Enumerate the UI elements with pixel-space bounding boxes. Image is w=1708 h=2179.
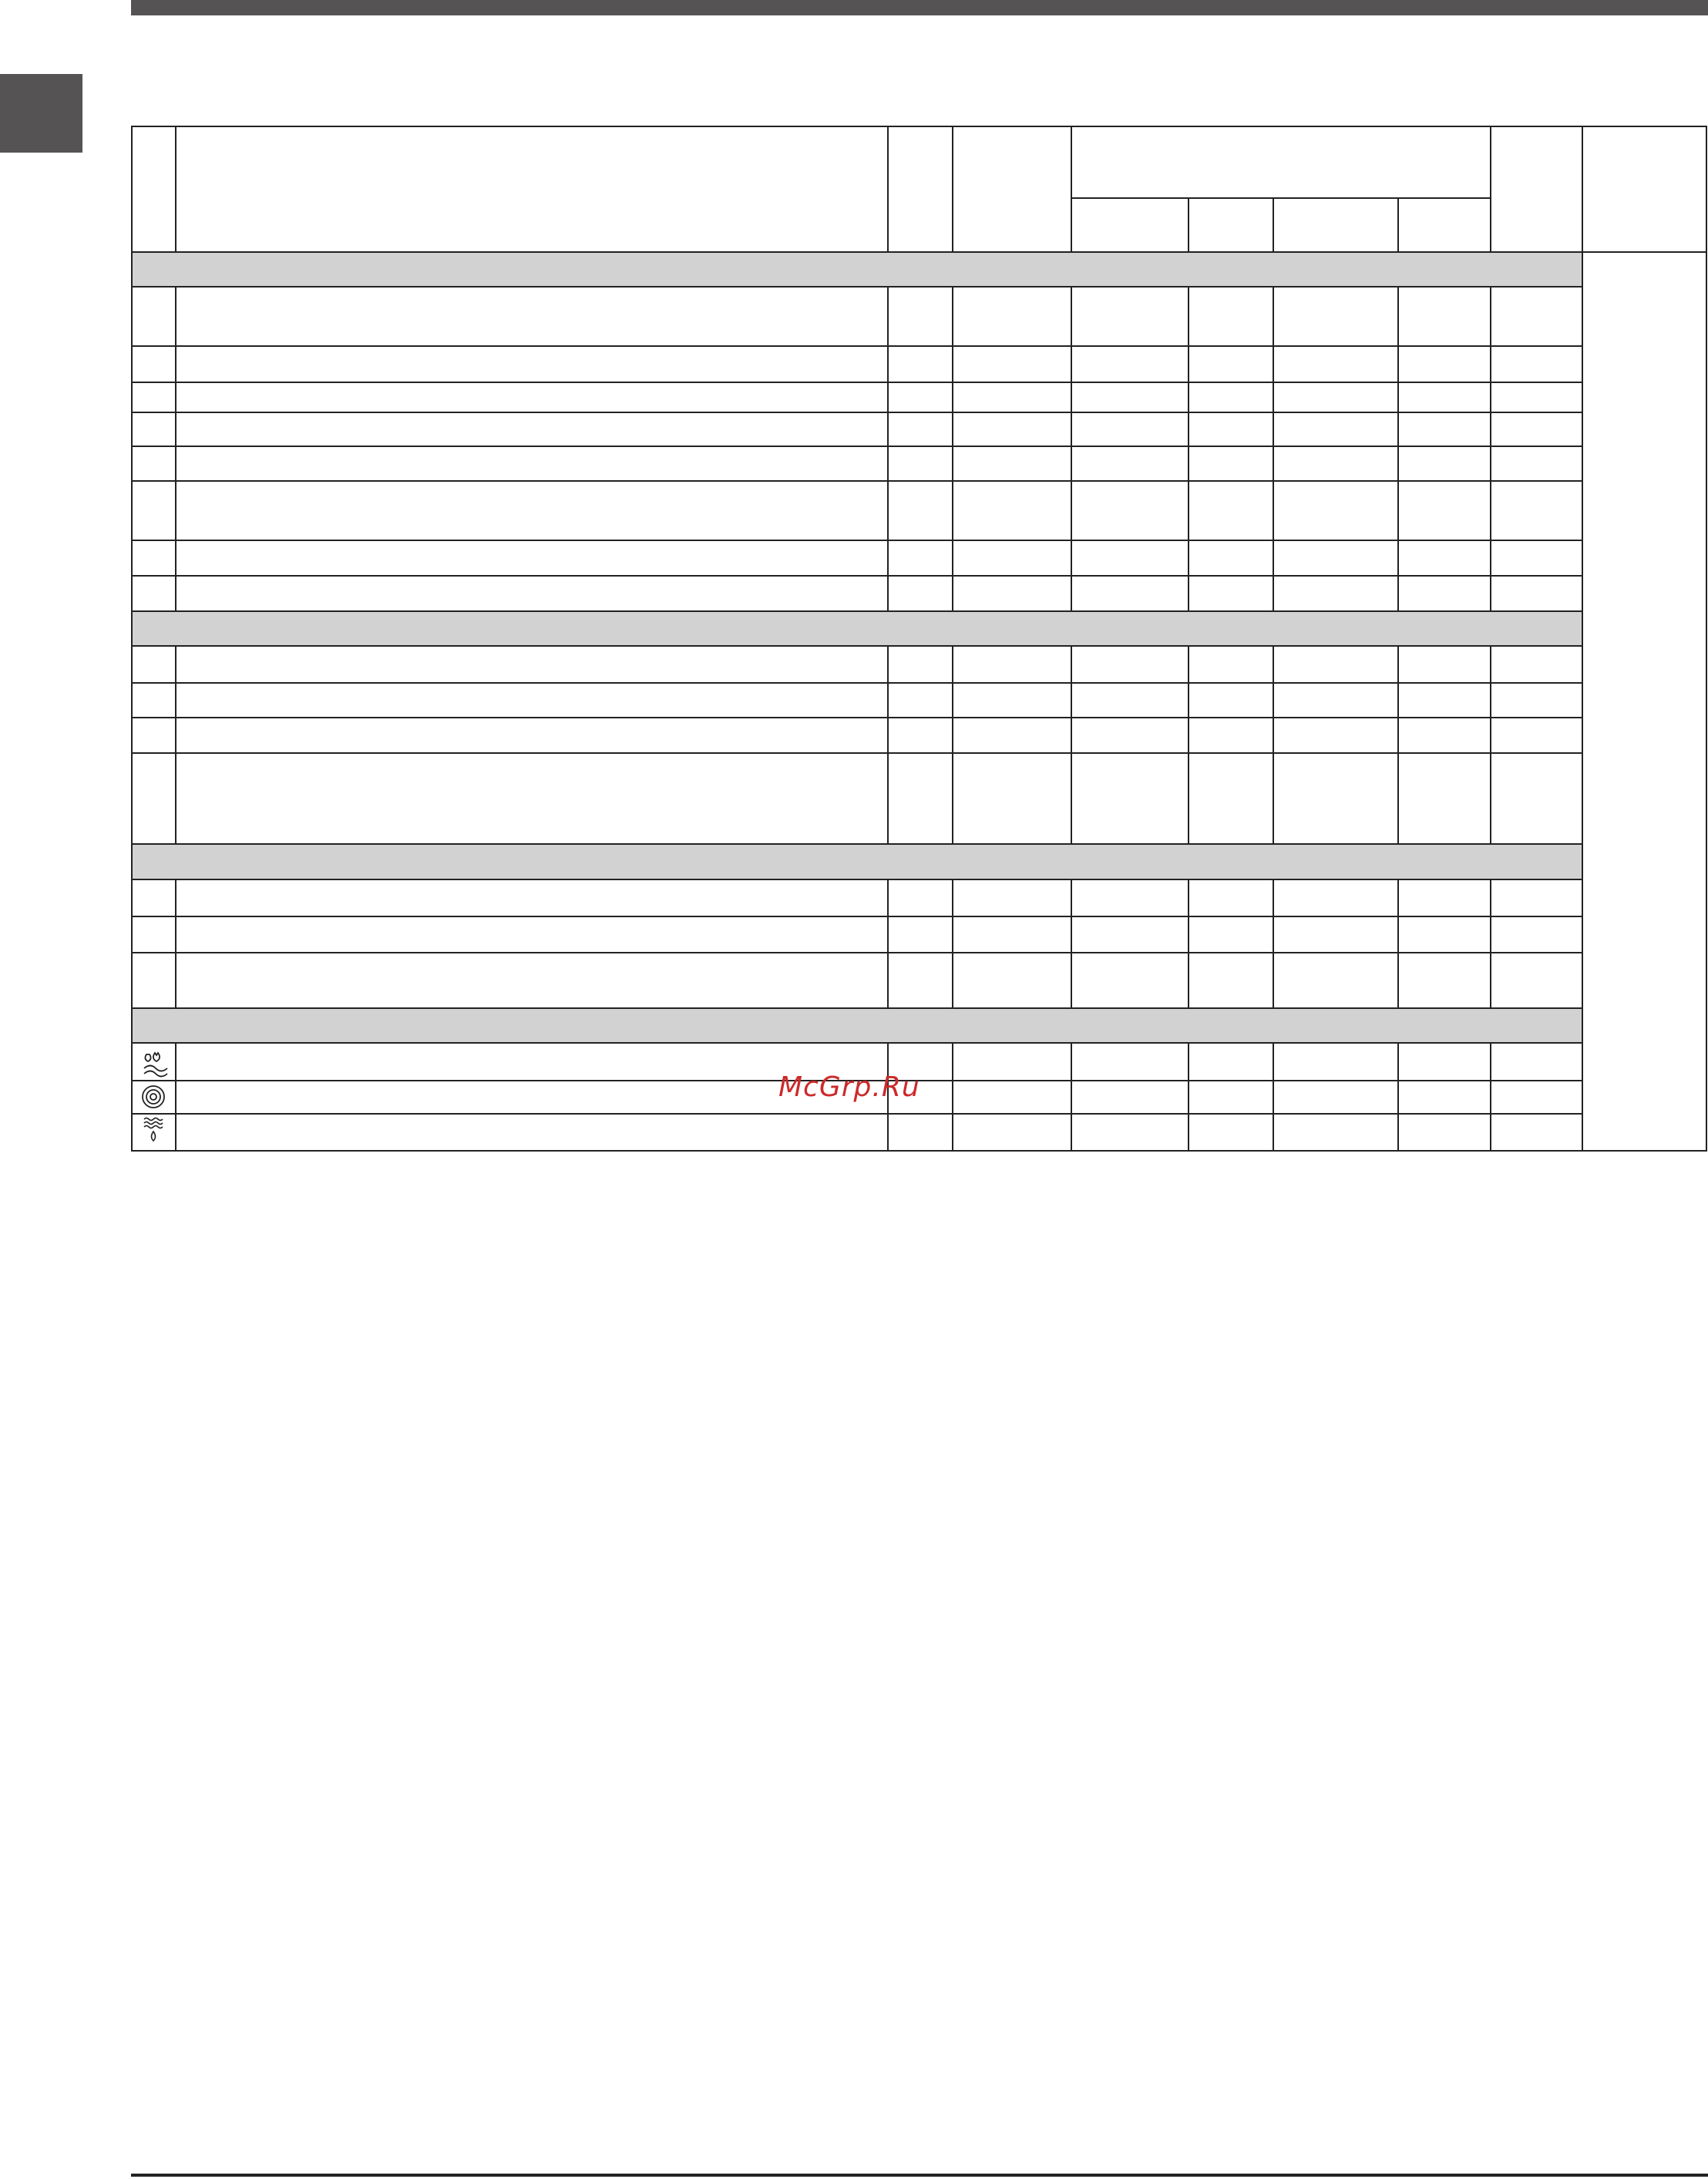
watermark-text: McGrp.Ru	[778, 1071, 920, 1103]
footer-rule	[131, 2174, 1708, 2177]
section-band	[133, 252, 1582, 287]
section-band	[133, 611, 1582, 646]
section-band	[133, 1008, 1582, 1043]
section-bands	[133, 252, 1582, 1043]
section-band	[133, 844, 1582, 879]
stain-wash-icon	[144, 1053, 167, 1077]
spin-icon	[143, 1086, 164, 1108]
drain-icon	[144, 1118, 163, 1142]
